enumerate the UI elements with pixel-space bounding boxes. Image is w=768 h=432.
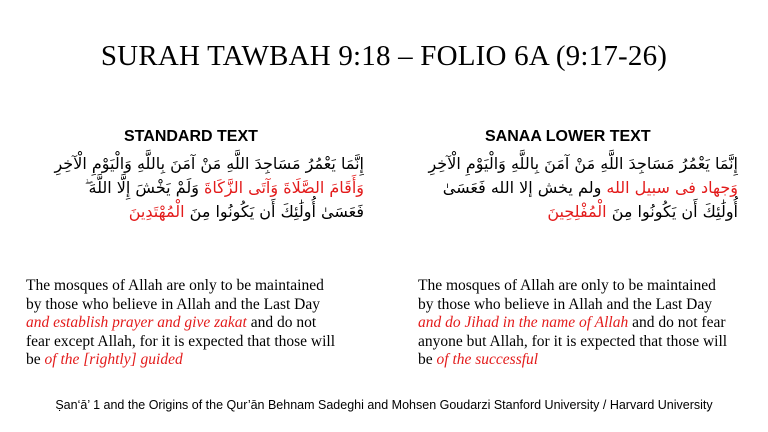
arabic-variant-highlight: وَأَقَامَ الصَّلَاةَ وَآتَى الزَّكَاةَ bbox=[204, 178, 364, 197]
translation-line: by those who believe in Allah and the Last Day bbox=[418, 295, 713, 313]
translation-variant-highlight: and establish prayer and give zakat bbox=[26, 314, 247, 331]
standard-arabic-verse bbox=[24, 152, 364, 224]
translation-line bbox=[26, 351, 366, 370]
translation-text: be bbox=[26, 351, 45, 368]
arabic-text: فَعَسَىٰ أُولَٰئِكَ أَن يَكُونُوا مِنَ bbox=[184, 202, 364, 221]
sanaa-english-translation bbox=[418, 277, 758, 370]
arabic-line bbox=[24, 200, 364, 224]
translation-variant-highlight: of the [rightly] guided bbox=[44, 351, 183, 368]
translation-line: by those who believe in Allah and the Last Day bbox=[26, 295, 321, 313]
standard-text-heading: STANDARD TEXT bbox=[124, 128, 258, 145]
translation-line: The mosques of Allah are only to be maintained bbox=[26, 277, 324, 294]
translation-line bbox=[26, 314, 366, 333]
standard-english-translation bbox=[26, 277, 366, 370]
translation-text: be bbox=[418, 351, 437, 368]
translation-variant-highlight: of the successful bbox=[436, 351, 539, 368]
arabic-line bbox=[24, 176, 364, 200]
arabic-line: إِنَّمَا يَعْمُرُ مَسَاجِدَ اللَّهِ مَنْ آمَنَ بِاللَّهِ وَالْيَوْمِ الْآخِرِ bbox=[428, 154, 738, 173]
translation-line bbox=[418, 314, 758, 333]
arabic-variant-highlight: الْمُهْتَدِينَ bbox=[128, 202, 185, 221]
arabic-line bbox=[412, 200, 738, 224]
translation-line: fear except Allah, for it is expected that those will bbox=[26, 332, 336, 350]
arabic-text: أُولَٰئِكَ أَن يَكُونُوا مِنَ bbox=[606, 202, 738, 221]
citation-footer: Ṣan‘ā’ 1 and the Origins of the Qur’ān Behnam Sadeghi and Mohsen Goudarzi Stanford University / Harvard University bbox=[55, 398, 713, 412]
translation-line: anyone but Allah, for it is expected that those will bbox=[418, 332, 728, 350]
translation-text: and do not bbox=[246, 314, 317, 331]
arabic-line: إِنَّمَا يَعْمُرُ مَسَاجِدَ اللَّهِ مَنْ آمَنَ بِاللَّهِ وَالْيَوْمِ الْآخِرِ bbox=[54, 154, 364, 173]
arabic-variant-highlight: وَجهاد فى سبيل الله bbox=[606, 178, 738, 197]
slide-title: SURAH TAWBAH 9:18 – FOLIO 6A (9:17-26) bbox=[100, 40, 668, 72]
translation-line: The mosques of Allah are only to be maintained bbox=[418, 277, 716, 294]
arabic-line bbox=[412, 176, 738, 200]
arabic-text: وَلَمْ يَخْشَ إِلَّا اللَّهَ ۖ bbox=[84, 178, 205, 197]
sanaa-arabic-verse bbox=[412, 152, 738, 224]
translation-text: and do not fear bbox=[628, 314, 726, 331]
translation-variant-highlight: and do Jihad in the name of Allah bbox=[418, 314, 629, 331]
arabic-variant-highlight: الْمُفْلِحِينَ bbox=[547, 202, 607, 221]
arabic-text: ولم يخش إلا الله فَعَسَىٰ bbox=[442, 178, 607, 197]
translation-line bbox=[418, 351, 758, 370]
sanaa-lower-text-heading: SANAA LOWER TEXT bbox=[485, 128, 651, 145]
